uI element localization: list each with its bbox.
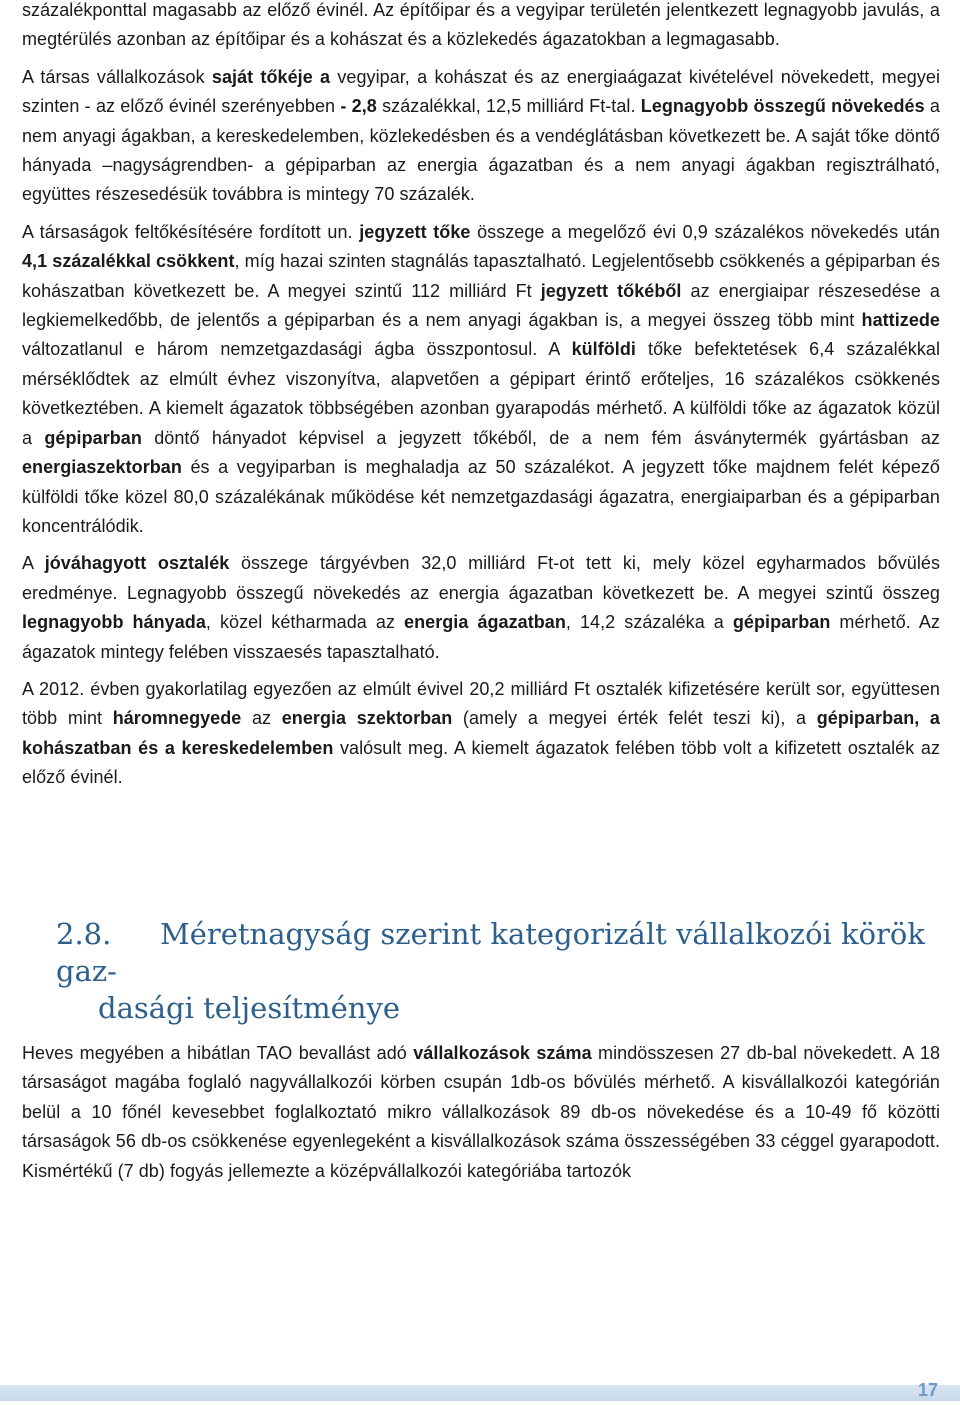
- text-run: az: [241, 708, 282, 729]
- section-title-line1: Méretnagyság szerint kategorizált vállalkozói körök gaz-: [56, 917, 925, 988]
- paragraph: [22, 218, 940, 541]
- bold-text: legnagyobb hányada: [22, 612, 206, 633]
- bold-text: jóváhagyott osztalék: [44, 553, 230, 574]
- bold-text: vállalkozások száma: [413, 1043, 592, 1063]
- paragraph: [22, 63, 940, 210]
- text-run: Heves megyében a hibátlan TAO bevallást adó: [22, 1043, 414, 1063]
- paragraph: [22, 0, 940, 55]
- text-run: megyei szinten - az előző évinél szerényebben: [22, 66, 940, 117]
- footer-bar: [0, 1385, 960, 1401]
- text-run: összege tárgyévben 32,0 milliárd Ft-ot tett ki, mely közel egyharmados bővülés eredménye. Legnagyobb összegű növekedés az energia ágazatban következett be. A megyei szintű összeg: [22, 553, 941, 603]
- body-text-section-2: [22, 1039, 940, 1186]
- bold-text: jegyzett tőke: [359, 221, 471, 242]
- bold-text: saját tőkéje a: [211, 66, 331, 87]
- bold-text: gépiparban, a kohászatban és a kereskedelemben: [22, 708, 940, 758]
- text-run: (amely a megyei érték felét teszi ki), a: [452, 708, 817, 729]
- text-run: százalékponttal magasabb az előző évinél. Az építőipar és a vegyipar területén jelentkezett legnagyobb javulás, a megtérülés azonban az építőipar és a kohászat és a közlekedés ágazatokban a legmagasabb.: [22, 0, 940, 50]
- paragraph: [22, 1039, 940, 1186]
- bold-text: Legnagyobb összegű növekedés: [640, 96, 925, 117]
- bold-text: 4,1 százalékkal csökkent: [22, 251, 235, 272]
- bold-text: külföldi: [571, 339, 636, 360]
- text-run: , közel kétharmada az: [205, 612, 405, 633]
- bold-text: gépiparban: [732, 612, 831, 633]
- text-run: mindösszesen 27 db-bal növekedett. A 18 társaságot magába foglaló nagyvállalkozói körben csupán 1db-os bővülés mérhető. A kisvállalkozói kategórián belül a 10 főnél kevesebbet foglalkoztató mikro vállalkozások 89 db-os növekedése és a 10-49 fő közötti társaságok 56 db-os csökkenése egyenlegeként a kisvállalkozások száma összességében 33 céggel gyarapodott. Kismértékű (7 db) fogyás jellemezte a középvállalkozói kategóriába tartozók: [22, 1043, 941, 1181]
- text-run: és a vegyiparban is meghaladja az 50 százalékot. A jegyzett tőke majdnem felét képező külföldi tőke közel 80,0 százalékának működése két nemzetgazdasági ágazatra, energiaiparban és a gépiparban koncentrálódik.: [22, 457, 940, 536]
- bold-text: energia szektorban: [281, 708, 453, 729]
- text-run: a nem anyagi ágakban, a kereskedelemben, közlekedésben és a vendéglátásban következett be. A saját tőke döntő hányada –nagyságrendben- a gépiparban az energia ágazatban és a nem anyagi ágakban regisztrálható, együttes részesedésük továbbra is mintegy 70 százalék.: [22, 96, 940, 205]
- text-run: vegyipar, a kohászat és az energiaágazat kivételével növekedett,: [330, 66, 875, 87]
- text-run: , 14,2 százaléka a: [565, 612, 733, 633]
- bold-text: hattizede: [861, 310, 940, 331]
- bold-text: - 2,8: [340, 96, 377, 117]
- section-number: 2.8.: [56, 917, 112, 951]
- text-run: A: [22, 553, 45, 574]
- section-title-line2: dasági teljesítménye: [98, 991, 401, 1025]
- paragraph: [22, 549, 940, 667]
- page-number: 17: [917, 1380, 938, 1400]
- section-heading: [56, 916, 940, 1027]
- text-run: A 2012. évben gyakorlatilag egyezően az elmúlt évivel 20,2 milliárd Ft osztalék kifizetésére került sor, együttesen több mint: [22, 678, 940, 729]
- text-run: mérhető. Az ágazatok mintegy felében visszaesés tapasztalható.: [22, 612, 940, 662]
- text-run: A társaságok feltőkésítésére fordított un.: [22, 221, 360, 242]
- bold-text: gépiparban: [44, 427, 142, 448]
- text-run: az energiaipar részesedése a legkiemelkedőbb, de jelentős a gépiparban és a nem anyagi ágakban is, a megyei összeg több mint: [22, 280, 940, 331]
- bold-text: háromnegyede: [112, 708, 242, 729]
- text-run: tőke befektetések 6,4 százalékkal mérséklődtek az elmúlt évhez viszonyítva, alapvetően a gépipart érintő erőteljes, 16 százalékos csökkenés következtében. A kiemelt ágazatok többségében azonban gyarapodás mérhető. A külföldi tőke az ágazatok közül a: [22, 339, 940, 448]
- bold-text: energiaszektorban: [22, 457, 182, 478]
- bold-text: energia ágazatban: [404, 612, 566, 633]
- text-run: százalékkal, 12,5 milliárd Ft-tal.: [376, 96, 641, 117]
- text-run: döntő hányadot képvisel a jegyzett tőkéből, de a nem fém ásványtermék gyártásban az: [141, 427, 940, 448]
- text-run: változatlanul e három nemzetgazdasági ágba összpontosul. A: [22, 339, 572, 360]
- text-run: A társas vállalkozások: [22, 66, 212, 87]
- text-run: , míg hazai szinten stagnálás tapasztalható. Legjelentősebb csökkenés a gépiparban és kohászatban következett be. A megyei szintű 112 milliárd Ft: [22, 251, 940, 301]
- text-run: összege a megelőző évi 0,9 százalékos növekedés után: [470, 221, 940, 242]
- bold-text: jegyzett tőkéből: [540, 280, 682, 301]
- text-run: valósult meg. A kiemelt ágazatok felében több volt a kifizetett osztalék az előző évinél.: [22, 737, 941, 788]
- paragraph: [22, 675, 940, 793]
- body-text-section-1: [22, 0, 940, 793]
